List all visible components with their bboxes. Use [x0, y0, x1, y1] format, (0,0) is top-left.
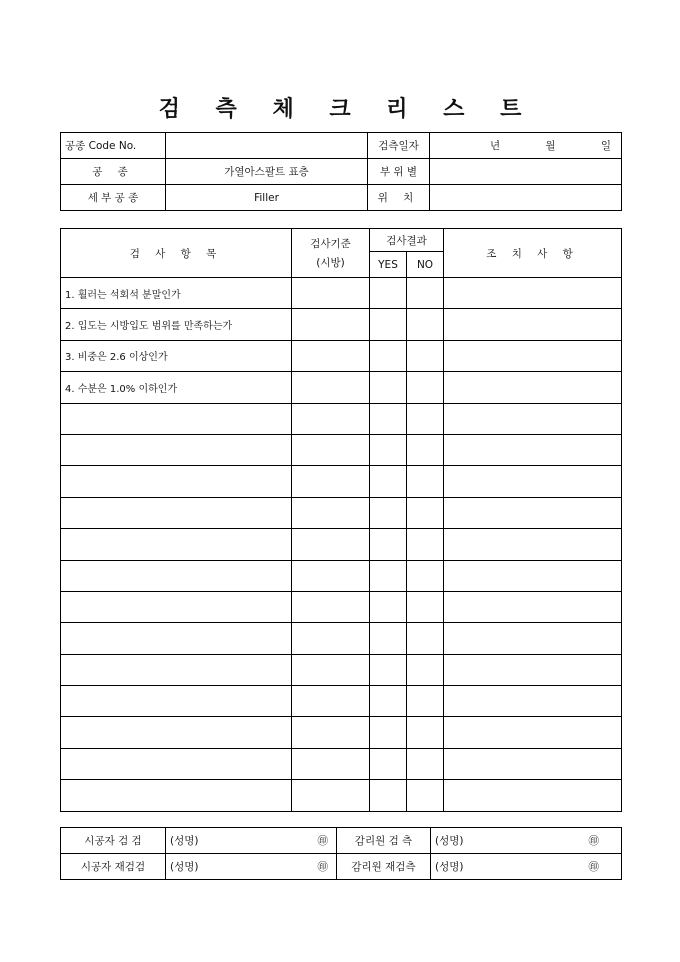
standard-cell[interactable] [292, 340, 370, 371]
yes-cell[interactable] [370, 466, 407, 497]
inspection-items-table [60, 228, 622, 812]
item-cell[interactable] [61, 497, 292, 528]
yes-cell[interactable] [370, 780, 407, 811]
seal-icon: ㊞ [317, 835, 328, 847]
contractor-reinspect-label: 시공자 재검검 [61, 854, 166, 880]
no-cell[interactable] [407, 717, 444, 748]
yes-cell[interactable] [370, 340, 407, 371]
item-cell[interactable] [61, 466, 292, 497]
standard-cell[interactable] [292, 686, 370, 717]
work-code-value[interactable] [166, 133, 368, 159]
supervisor-inspect-label: 감리원 검 측 [337, 828, 431, 854]
item-cell[interactable] [61, 434, 292, 465]
yes-cell[interactable] [370, 654, 407, 685]
standard-cell[interactable] [292, 278, 370, 309]
standard-cell[interactable] [292, 497, 370, 528]
no-cell[interactable] [407, 340, 444, 371]
standard-cell[interactable] [292, 623, 370, 654]
detail-work-value[interactable]: Filler [166, 185, 368, 211]
yes-cell[interactable] [370, 686, 407, 717]
table-row [61, 309, 622, 340]
month-label: 월 [545, 140, 556, 152]
table-row [61, 560, 622, 591]
table-row [61, 434, 622, 465]
action-cell[interactable] [444, 372, 622, 403]
no-cell[interactable] [407, 466, 444, 497]
item-cell[interactable] [61, 403, 292, 434]
supervisor-inspect-sign[interactable] [431, 828, 622, 854]
action-cell[interactable] [444, 466, 622, 497]
signature-table [60, 827, 622, 880]
yes-cell[interactable] [370, 560, 407, 591]
item-cell[interactable] [61, 748, 292, 779]
detail-work-label: 세 부 공 종 [61, 185, 166, 211]
table-row [61, 497, 622, 528]
day-label: 일 [600, 140, 611, 152]
table-row [61, 780, 622, 811]
standard-cell[interactable] [292, 748, 370, 779]
item-cell[interactable] [61, 560, 292, 591]
table-row [61, 654, 622, 685]
yes-cell[interactable] [370, 278, 407, 309]
standard-cell[interactable] [292, 654, 370, 685]
position-value[interactable] [430, 185, 622, 211]
item-cell[interactable]: 3. 비중은 2.6 이상인가 [61, 340, 292, 371]
yes-cell[interactable] [370, 434, 407, 465]
contractor-inspect-sign[interactable] [166, 828, 337, 854]
no-cell[interactable] [407, 529, 444, 560]
yes-cell[interactable] [370, 748, 407, 779]
action-cell[interactable] [444, 278, 622, 309]
standard-cell[interactable] [292, 309, 370, 340]
action-cell[interactable] [444, 434, 622, 465]
item-cell[interactable]: 4. 수분은 1.0% 이하인가 [61, 372, 292, 403]
action-cell[interactable] [444, 309, 622, 340]
item-cell[interactable] [61, 686, 292, 717]
location-label: 부 위 별 [368, 159, 430, 185]
col-result-header: 검사결과 [370, 229, 444, 252]
action-cell[interactable] [444, 340, 622, 371]
table-row [61, 278, 622, 309]
standard-cell[interactable] [292, 529, 370, 560]
no-cell[interactable] [407, 623, 444, 654]
no-cell[interactable] [407, 434, 444, 465]
yes-cell[interactable] [370, 372, 407, 403]
inspection-date-label: 검측일자 [368, 133, 430, 159]
table-row [61, 686, 622, 717]
supervisor-reinspect-sign[interactable] [431, 854, 622, 880]
yes-cell[interactable] [370, 623, 407, 654]
work-type-label: 공 종 [61, 159, 166, 185]
yes-cell[interactable] [370, 529, 407, 560]
position-label: 위 치 [368, 185, 430, 211]
no-cell[interactable] [407, 780, 444, 811]
page-title: 검 측 체 크 리 스 트 [158, 96, 536, 122]
yes-cell[interactable] [370, 403, 407, 434]
table-row [61, 340, 622, 371]
seal-icon: ㊞ [317, 861, 328, 873]
standard-cell[interactable] [292, 717, 370, 748]
work-type-value[interactable]: 가열아스팔트 표층 [166, 159, 368, 185]
item-cell[interactable] [61, 717, 292, 748]
no-cell[interactable] [407, 591, 444, 622]
action-cell[interactable] [444, 686, 622, 717]
col-item-header: 검 사 항 목 [61, 229, 292, 278]
contractor-reinspect-sign[interactable] [166, 854, 337, 880]
item-cell[interactable] [61, 623, 292, 654]
col-action-header: 조 치 사 항 [444, 229, 622, 278]
item-cell[interactable]: 2. 입도는 시방입도 범위를 만족하는가 [61, 309, 292, 340]
table-row [61, 591, 622, 622]
table-row [61, 529, 622, 560]
table-row [61, 466, 622, 497]
yes-cell[interactable] [370, 717, 407, 748]
item-cell[interactable] [61, 591, 292, 622]
yes-cell[interactable] [370, 309, 407, 340]
yes-cell[interactable] [370, 497, 407, 528]
no-cell[interactable] [407, 560, 444, 591]
standard-cell[interactable] [292, 372, 370, 403]
table-row [61, 372, 622, 403]
action-cell[interactable] [444, 560, 622, 591]
standard-cell[interactable] [292, 591, 370, 622]
sign-name-label: (성명) [170, 835, 199, 847]
yes-cell[interactable] [370, 591, 407, 622]
col-standard-header [292, 229, 370, 278]
action-cell[interactable] [444, 780, 622, 811]
no-cell[interactable] [407, 748, 444, 779]
no-cell[interactable] [407, 403, 444, 434]
year-label: 년 [490, 140, 501, 152]
inspection-date-value[interactable] [430, 133, 622, 159]
sign-name-label: (성명) [435, 861, 464, 873]
standard-cell[interactable] [292, 466, 370, 497]
seal-icon: ㊞ [588, 835, 599, 847]
header-info-table [60, 132, 622, 211]
standard-line1: 검사기준 [310, 238, 351, 250]
action-cell[interactable] [444, 403, 622, 434]
standard-cell[interactable] [292, 560, 370, 591]
table-row [61, 717, 622, 748]
table-row [61, 748, 622, 779]
item-cell[interactable] [61, 654, 292, 685]
standard-cell[interactable] [292, 403, 370, 434]
standard-line2: (시방) [316, 257, 345, 269]
sign-name-label: (성명) [435, 835, 464, 847]
action-cell[interactable] [444, 717, 622, 748]
action-cell[interactable] [444, 748, 622, 779]
col-yes-header: YES [370, 252, 407, 278]
sign-name-label: (성명) [170, 861, 199, 873]
action-cell[interactable] [444, 654, 622, 685]
item-cell[interactable] [61, 780, 292, 811]
no-cell[interactable] [407, 686, 444, 717]
action-cell[interactable] [444, 529, 622, 560]
contractor-inspect-label: 시공자 검 검 [61, 828, 166, 854]
location-value[interactable] [430, 159, 622, 185]
table-row [61, 623, 622, 654]
action-cell[interactable] [444, 497, 622, 528]
action-cell[interactable] [444, 591, 622, 622]
standard-cell[interactable] [292, 434, 370, 465]
no-cell[interactable] [407, 278, 444, 309]
item-cell[interactable] [61, 529, 292, 560]
no-cell[interactable] [407, 309, 444, 340]
item-cell[interactable]: 1. 휠러는 석회석 분말인가 [61, 278, 292, 309]
table-row [61, 403, 622, 434]
seal-icon: ㊞ [588, 861, 599, 873]
supervisor-reinspect-label: 감리원 재검측 [337, 854, 431, 880]
no-cell[interactable] [407, 497, 444, 528]
action-cell[interactable] [444, 623, 622, 654]
col-no-header: NO [407, 252, 444, 278]
work-code-label: 공종 Code No. [61, 133, 166, 159]
standard-cell[interactable] [292, 780, 370, 811]
no-cell[interactable] [407, 654, 444, 685]
no-cell[interactable] [407, 372, 444, 403]
